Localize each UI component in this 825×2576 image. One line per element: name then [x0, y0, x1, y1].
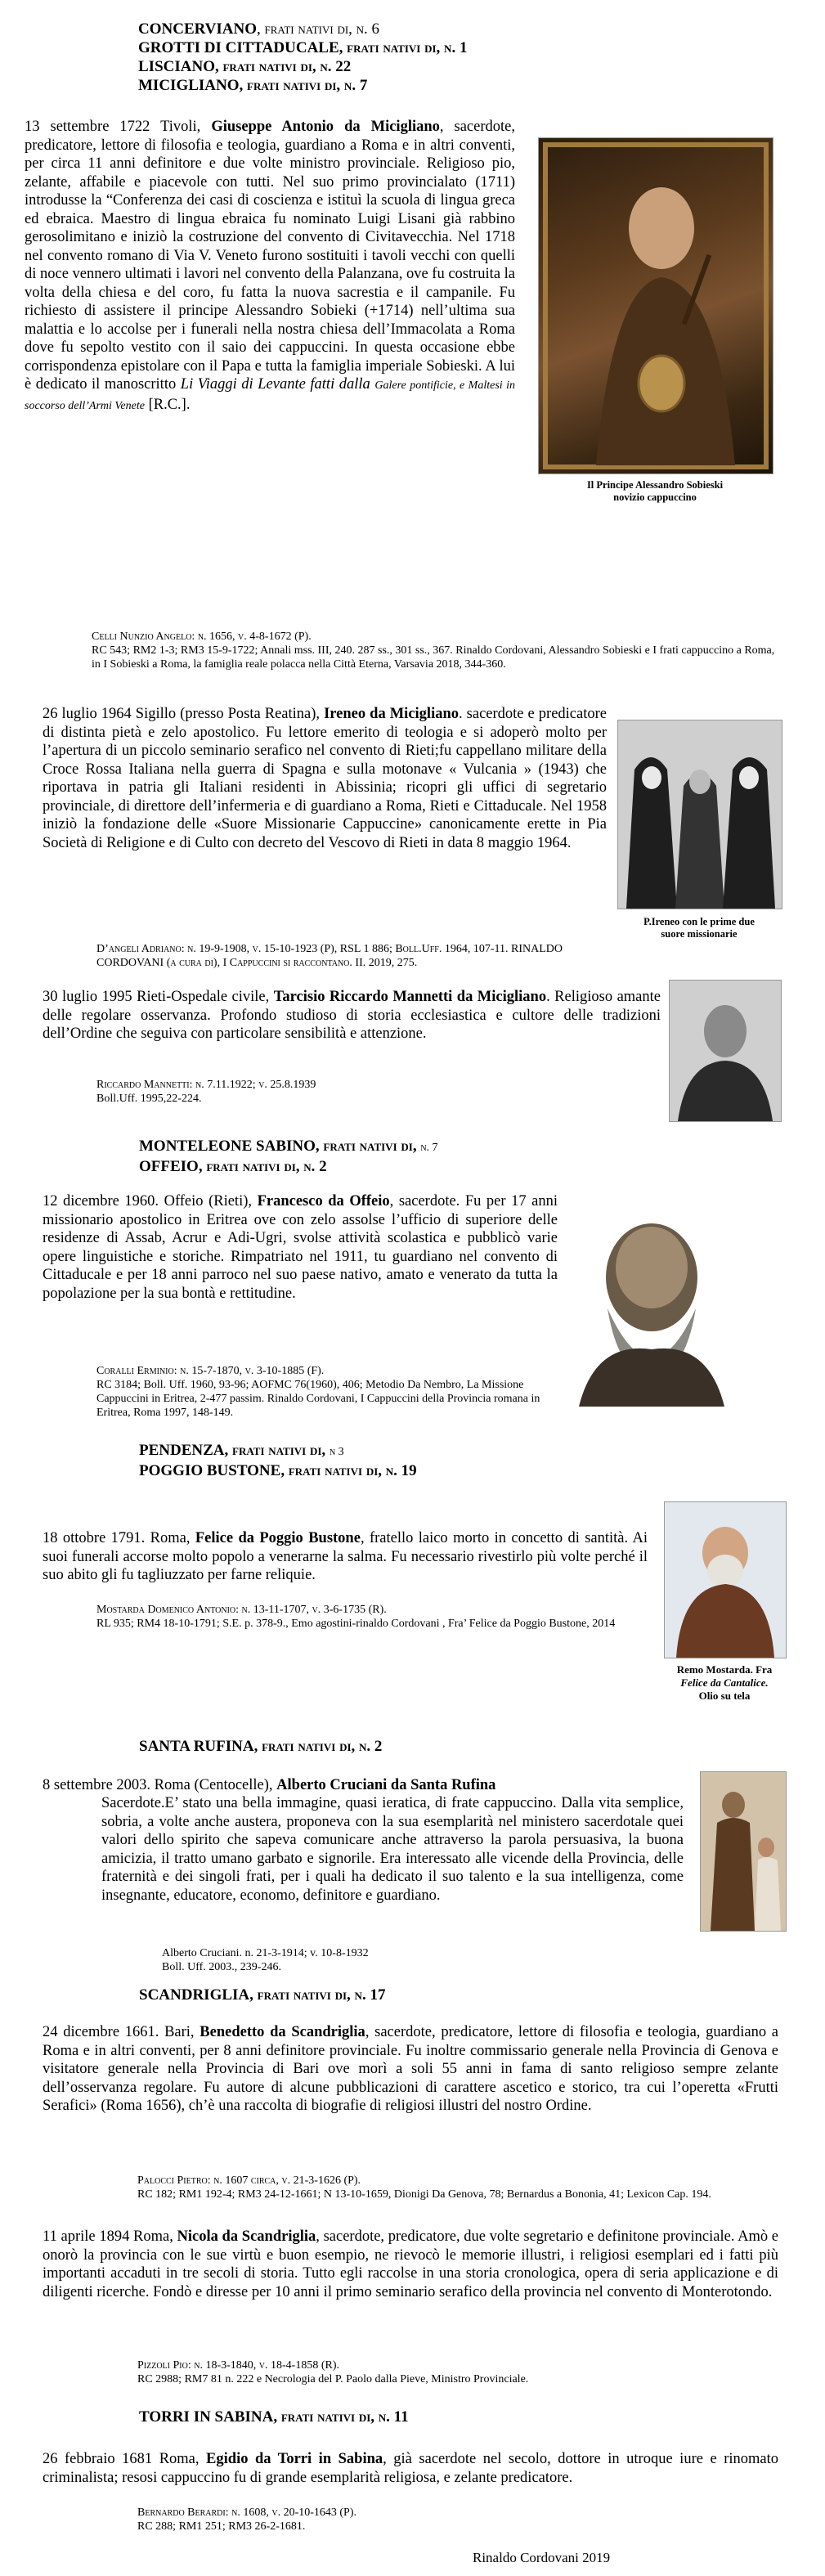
photo-mannetti — [669, 980, 782, 1122]
caption-line: Remo Mostarda. Fra — [676, 1663, 773, 1676]
entry-cruciani-text — [101, 1794, 684, 1905]
entry-ireneo — [43, 705, 607, 852]
caption-line: Olio su tela — [698, 1690, 751, 1702]
friar-name: Ireneo da Micigliano — [324, 706, 459, 722]
heading-rest: , frati nativi di, n. 11 — [273, 2408, 409, 2426]
entry-date: 26 febbraio 1681 Roma, — [43, 2451, 207, 2467]
entry-references — [96, 1603, 648, 1631]
place-heading: CONCERVIANO — [138, 20, 258, 38]
friar-name: Felice da Poggio Bustone — [195, 1530, 361, 1546]
header-block — [139, 1737, 630, 1756]
painting-icon — [665, 1502, 786, 1658]
entry-date: 18 ottobre 1791. Roma, — [43, 1530, 195, 1546]
heading-rest: , frati nativi di, n. 22 — [214, 58, 352, 75]
manuscript-title: Li Viaggi di Levante fatti dalla — [180, 376, 370, 393]
entry-date: 8 settembre 2003. Roma (Centocelle), — [43, 1777, 277, 1793]
header-block — [139, 2408, 630, 2426]
entry-references — [96, 1078, 661, 1106]
caption-line: Felice da Cantalice. — [680, 1676, 769, 1689]
entry-francesco — [43, 1192, 558, 1303]
photo-caption — [654, 1663, 795, 1703]
reference-line: RC 3184; Boll. Uff. 1960, 93-96; AOFMC 76(1960), 406; Metodio Da Nembro, La Missione Cappuccini in Eritrea, 2-477 passim. Rinaldo Cordovani, I Cappuccini della Provincia romana in Eritrea, Roma 1997, 148-149. — [96, 1379, 540, 1419]
reference-line: RC 288; RM1 251; RM3 26-2-1681. — [137, 2520, 306, 2533]
entry-text: , sacerdote, predicatore, due volte segretario e definitone provinciale. Amò e onorò la provincia con le sue virtù e buon esempio, ne rievocò le memorie illustri, i religiosi esemplari ed i fatti più importanti accaduti in tre secoli di storia. Tutto egli raccolse in una storia cronologica, opera di seria applicazione e di diligenti ricerche. Fondò e diresse per 10 anni il primo seminario serafico della provincia nel convento di Monterotondo. — [43, 2228, 778, 2300]
entry-felice — [43, 1529, 648, 1585]
reference-line: Mostarda Domenico Antonio: n. 13-11-1707, v. 3-6-1735 (R). — [96, 1604, 387, 1616]
heading-rest: , frati nativi di, n. 7 — [239, 77, 368, 94]
header-block — [139, 1137, 630, 1176]
entry-text: , sacerdote, predicatore, lettore di filosofia e teologia, guardiano a Roma e in altri conventi, per circa 11 anni definitore e due volte ministro provinciale. Religioso pio, zelante, affabile e piacevole con tutti. Nel suo primo provincialato (1711) introdusse la “Conferenza dei casi di coscienza e istituì la scuola di lingua greca ed ebraica. Maestro di lingua ebraica fu nominato Luigi Lisani già rabbino gerosolimitano e iniziò la costruzione del convento di Civitavecchia. Nel 1718 nel convento romano di Via V. Veneto furono sostituiti i tavoli vecchi con quelli di noce vennero ultimati i lavori nel convento della Palanzana, ove fu costruita la volta della chiesa e del coro, fu fatta la nuova sacrestia e il campanile. Fu richiesto di assistere il principe Alessandro Sobieki (+1714) nell’ultima sua malattia e lo accolse per i funerali nella nostra chiesa dell’Immacolata a Roma dove fu sepolto vestito con il saio dei cappuccini. In questa occasione ebbe corrispondenza epistolare con il Papa e tutta la famiglia imperiale Sobieski. A lui è dedicato il manoscritto — [25, 119, 516, 393]
photo-caption — [617, 916, 781, 940]
entry-references — [162, 1946, 652, 1974]
heading-rest: , frati nativi di, n. 2 — [253, 1738, 383, 1755]
entry-references — [96, 1364, 558, 1420]
entry-text: . sacerdote e predicatore di distinta pietà e zelo apostolico. Fu lettore emerito di teologia e si adoperò molto per l’apertura di un piccolo seminario serafico nel convento di Rieti;fu cappellano militare della Croce Rossa Italiana nella guerra di Spagna e sulla motonave « Vulcania » (1943) che riportava in patria gli Italiani residenti in Abissinia; ricopri gli uffici di segretario provinciale, di direttore dell’infermeria e di guardiano a Roma, Rieti e Cittaducale. Nel 1958 iniziò la fondazione delle «Suore Missionarie Cappuccine» canonicamente erette in Pia Società di Religione e di Culto con decreto del Vescovo di Rieti in data 8 maggio 1964. — [43, 706, 607, 851]
entry-cruciani — [43, 1776, 684, 1795]
caption-line: P.Ireneo con le prime due — [643, 916, 755, 927]
entry-date: 13 settembre 1722 Tivoli, — [25, 119, 212, 135]
header-block — [139, 1986, 630, 2004]
place-heading: PENDENZA — [139, 1442, 225, 1459]
portrait-icon — [670, 981, 781, 1121]
heading-rest: , frati nativi di, n. 17 — [249, 1986, 386, 2004]
friar-name: Alberto Cruciani da Santa Rufina — [276, 1777, 496, 1793]
reference-line: Bernardo Berardi: n. 1608, v. 20-10-1643 (P). — [137, 2506, 356, 2519]
heading-rest: , frati nativi di, n. 2 — [198, 1158, 327, 1175]
heading-rest: , frati nativi di, n. 19 — [280, 1462, 417, 1479]
entry-references — [92, 630, 778, 671]
friar-name: Giuseppe Antonio da Micigliano — [211, 119, 440, 135]
friar-name: Benedetto da Scandriglia — [200, 2024, 365, 2040]
reference-line: Alberto Cruciani. n. 21-3-1914; v. 10-8-1932 — [162, 1947, 369, 1959]
caption-line: suore missionarie — [661, 928, 738, 940]
entry-date: 24 dicembre 1661. Bari, — [43, 2024, 200, 2040]
entry-text: , già sacerdote nel secolo, dottore in utroque iure e rinomato criminalista; resosi cappuccino fu di grande esemplarità religiosa, e zelante predicatore. — [43, 2451, 778, 2486]
photo-francesco — [563, 1210, 741, 1407]
header-block — [138, 20, 629, 95]
place-heading: SANTA RUFINA — [139, 1738, 254, 1755]
entry-text: , sacerdote, predicatore, lettore di filosofia e teologia, guardiano a Roma e in altri conventi, per 8 anni definitore provinciale. Fu inoltre commissario generale nella Provincia di Genova e visitatore generale nella Provincia di Bari ove morì a soli 55 anni in fama di santo religioso sempre zelante dell’osservanza regolare. Fu autore di alcune pubblicazioni di carattere ascetico e storico, tra cui l’operetta «Frutti Serafici» (Roma 1656), ch’è una raccolta di biografie di religiosi illustri del nostro Ordine. — [43, 2024, 779, 2114]
entry-text: Sacerdote.E’ stato una bella immagine, quasi ieratica, di frate cappuccino. Dalla vita semplice, sobria, a volte anche austera, proponeva con la sua esemplarità nel ministero sacerdotale quei valori dello spirito che sapeva comunicare anche attraverso la parola persuasiva, la buona amicizia, il tratto umano garbato e signorile. Era interessato alle vicende della Provincia, delle fraternità e dei singoli frati, per i quali ha dedicato il suo talento e la sua intelligenza, come insegnante, educatore, economo, definitore e guardiano. — [101, 1795, 684, 1904]
header-block — [139, 1441, 630, 1480]
place-heading: POGGIO BUSTONE — [139, 1462, 281, 1479]
heading-rest: , frati nativi di, n. 1 — [339, 39, 468, 56]
heading-number: n. 7 — [420, 1142, 438, 1154]
entry-nicola — [43, 2228, 778, 2301]
photo-figures-icon — [701, 1772, 786, 1931]
reference-line: Boll. Uff. 2003., 239-246. — [162, 1961, 281, 1973]
portrait-icon — [563, 1210, 741, 1407]
caption-line: Il Principe Alessandro Sobieski — [586, 479, 724, 491]
entry-text: . Religioso amante delle regolare osservanza. Profondo studioso di storia ecclesiastica e cultore delle tradizioni dell’Ordine che seguiva con particolare sensibilità e attenzione. — [43, 989, 661, 1042]
reference-line: RC 2988; RM7 81 n. 222 e Necrologia del P. Paolo dalla Pieve, Ministro Provinciale. — [137, 2373, 529, 2385]
entry-references — [137, 2174, 778, 2201]
reference-line: Boll.Uff. 1995,22-224. — [96, 1093, 202, 1105]
entry-egidio — [43, 2450, 778, 2487]
entry-date: 26 luglio 1964 Sigillo (presso Posta Reatina), — [43, 706, 325, 722]
place-heading: OFFEIO — [139, 1158, 199, 1175]
place-heading: MONTELEONE SABINO — [139, 1138, 316, 1155]
photo-figures-icon — [618, 720, 782, 909]
photo-cruciani — [700, 1771, 787, 1932]
heading-rest: , frati nativi di, n. 6 — [257, 20, 380, 38]
entry-text: , fratello laico morto in concetto di santità. Ai suoi funerali accorse molto popolo a venerarne la salma. Fu necessario rivestirlo più volte perché il suo abito gli fu tagliuzzato per farne reliquie. — [43, 1530, 648, 1583]
place-heading: GROTTI DI CITTADUCALE — [138, 39, 339, 56]
reference-line: RL 935; RM4 18-10-1791; S.E. p. 378-9., Emo agostini-rinaldo Cordovani , Fra’ Felice da Poggio Bustone, 2014 — [96, 1618, 616, 1630]
reference-line: RC 182; RM1 192-4; RM3 24-12-1661; N 13-10-1659, Dionigi Da Genova, 78; Bernardus a Bononia, 41; Lexicon Cap. 194. — [137, 2188, 711, 2201]
reference-line: Coralli Erminio: n. 15-7-1870, v. 3-10-1885 (F). — [96, 1365, 325, 1377]
reference-line: RC 543; RM2 1-3; RM3 15-9-1722; Annali mss. III, 240. 287 ss., 301 ss., 367. Rinaldo Cordovani, Alessandro Sobieski e I frati cappuccino a Roma, in I Sobieski a Roma, la famiglia reale polacca nella Città Eterna, Varsavia 2018, 344-360. — [92, 644, 775, 671]
entry-date: 11 aprile 1894 Roma, — [43, 2228, 177, 2245]
reference-line: Pizzoli Pio: n. 18-3-1840, v. 18-4-1858 (R). — [137, 2359, 339, 2372]
friar-name: Francesco da Offeio — [257, 1193, 390, 1209]
reference-line: Riccardo Mannetti: n. 7.11.1922; v. 25.8.1939 — [96, 1079, 316, 1091]
place-heading: SCANDRIGLIA — [139, 1986, 250, 2004]
entry-references — [137, 2358, 778, 2386]
entry-benedetto — [43, 2023, 778, 2116]
entry-text: , sacerdote. Fu per 17 anni missionario apostolico in Eritrea ove con zelo assolse l’ufficio di superiore delle residenze di Assab, Acrur e Adi-Ugri, svolse attività scolastica e pubblicò varie opere linguistiche e storiche. Rimpatriato nel 1911, tu guardiano nel convento di Cittaducale e per 18 anni parroco nel suo paese nativo, amato e venerato da tutta la popolazione per la sua bontà e rettitudine. — [43, 1193, 558, 1302]
friar-name: Egidio da Torri in Sabina — [206, 2451, 383, 2467]
heading-rest: , frati nativi di, — [224, 1442, 330, 1459]
caption-line: novizio cappuccino — [613, 491, 697, 503]
photo-ireneo — [617, 720, 782, 909]
heading-rest: , frati nativi di, — [315, 1138, 421, 1155]
signature: Rinaldo Cordovani 2019 — [473, 2550, 611, 2565]
friar-name: Tarcisio Riccardo Mannetti da Micigliano — [273, 989, 547, 1005]
friar-name: Nicola da Scandriglia — [177, 2228, 316, 2245]
painting-felice — [664, 1501, 787, 1658]
place-heading: LISCIANO — [138, 58, 215, 75]
entry-tail: [R.C.]. — [144, 396, 191, 413]
entry-references — [137, 2506, 778, 2533]
entry-date: 12 dicembre 1960. Offeio (Rieti), — [43, 1193, 258, 1209]
heading-number: n 3 — [329, 1446, 344, 1458]
entry-references — [96, 942, 607, 970]
reference-line: Celli Nunzio Angelo: n. 1656, v. 4-8-1672 (P). — [92, 631, 312, 643]
place-heading: TORRI IN SABINA — [139, 2408, 274, 2426]
entry-mannetti — [43, 988, 661, 1043]
place-heading: MICIGLIANO — [138, 77, 240, 94]
reference-line: D’angeli Adriano: n. 19-9-1908, v. 15-10-1923 (P), RSL 1 886; Boll.Uff. 1964, 107-11. RINALDO CORDOVANI (a cura di), I Cappuccini si raccontano. II. 2019, 275. — [96, 943, 563, 969]
entry-date: 30 luglio 1995 Rieti-Ospedale civile, — [43, 989, 274, 1005]
manuscript-title-cont: Galere pontificie, e Maltesi in soccorso dell’Armi Venete — [25, 379, 515, 412]
entry-giuseppe-antonio — [25, 118, 777, 568]
reference-line: Palocci Pietro: n. 1607 circa, v. 21-3-1626 (P). — [137, 2174, 361, 2187]
